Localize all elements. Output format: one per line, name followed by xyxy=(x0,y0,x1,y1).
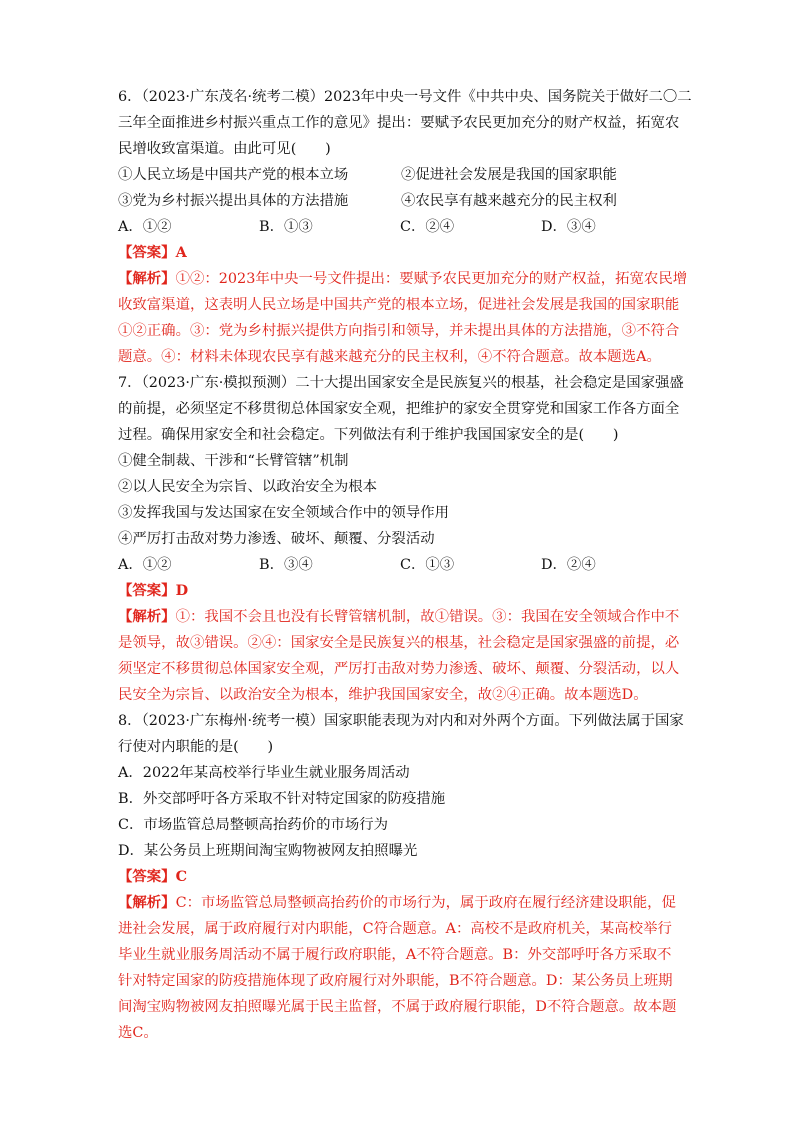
analysis-label: 【解析】 xyxy=(118,608,176,625)
choice-a: A．①② xyxy=(118,557,172,573)
analysis-line: ①②正确。③：党为乡村振兴提供方向指引和领导，并未提出具体的方法措施，③不符合 xyxy=(118,323,680,339)
question-stem-line: 民增收致富渠道。由此可见( ) xyxy=(118,141,331,157)
statement-4: ④农民享有越来越充分的民主权利 xyxy=(401,193,617,209)
choice-b: B．③④ xyxy=(259,557,313,573)
choice-a: A．①② xyxy=(118,219,172,235)
analysis-line: 民安全为宗旨、以政治安全为根本，维护我国国家安全，故②④正确。故本题选D。 xyxy=(118,687,648,703)
analysis-label: 【解析】 xyxy=(118,894,176,911)
choice-c: C．②④ xyxy=(400,219,455,235)
answer-label: 【答案】 xyxy=(118,244,176,261)
answer-line xyxy=(118,864,684,890)
statement-4: ④严厉打击敌对势力渗透、破坏、颠覆、分裂活动 xyxy=(118,531,435,547)
question-stem-line: 过程。确保用家安全和社会稳定。下列做法有利于维护我国国家安全的是( ) xyxy=(118,427,619,443)
question-stem-line: 7．（2023·广东·模拟预测）二十大提出国家安全是民族复兴的根基，社会稳定是国家强盛 xyxy=(118,375,684,391)
question-stem-line: 6．（2023·广东茂名·统考二模）2023年中央一号文件《中共中央、国务院关于做好二〇二 xyxy=(118,89,692,105)
question-stem-line: 8．（2023·广东梅州·统考一模）国家职能表现为对内和对外两个方面。下列做法属于国家 xyxy=(118,713,684,729)
analysis-label: 【解析】 xyxy=(118,270,176,287)
analysis-line: 选C。 xyxy=(118,1025,158,1041)
analysis-line: 是领导，故③错误。②④：国家安全是民族复兴的根基，社会稳定是国家强盛的前提，必 xyxy=(118,635,680,651)
analysis-line xyxy=(118,266,688,292)
choice-a: A．2022年某高校举行毕业生就业服务周活动 xyxy=(118,765,410,781)
statement-1: ①人民立场是中国共产党的根本立场 xyxy=(118,167,349,183)
answer-value: D xyxy=(175,582,189,599)
question-7 xyxy=(118,370,684,708)
question-8 xyxy=(118,708,684,1046)
analysis-text: C：市场监管总局整顿高抬药价的市场行为，属于政府在履行经济建设职能，促 xyxy=(175,895,676,911)
choice-b: B．①③ xyxy=(259,219,313,235)
question-stem-line: 的前提，必须坚定不移贯彻总体国家安全观，把维护的家安全贯穿党和国家工作各方面全 xyxy=(118,401,680,417)
choice-c: C．市场监管总局整顿高抬药价的市场行为 xyxy=(118,817,389,833)
choice-row xyxy=(118,214,684,240)
analysis-text: ①：我国不会且也没有长臂管辖机制，故①错误。③：我国在安全领域合作中不 xyxy=(175,609,680,625)
answer-line xyxy=(118,240,684,266)
analysis-line: 毕业生就业服务周活动不属于履行政府职能，A不符合题意。B：外交部呼吁各方采取不 xyxy=(118,947,672,963)
statement-2: ②促进社会发展是我国的国家职能 xyxy=(401,167,617,183)
analysis-line: 针对特定国家的防疫措施体现了政府履行对外职能，B不符合题意。D：某公务员上班期 xyxy=(118,973,673,989)
choice-d: D．某公务员上班期间淘宝购物被网友拍照曝光 xyxy=(118,843,418,859)
document-page xyxy=(118,84,692,1046)
analysis-line xyxy=(118,890,684,916)
statement-row xyxy=(118,188,684,214)
question-stem-line: 三年全面推进乡村振兴重点工作的意见》提出：要赋予农民更加充分的财产权益，拓宽农 xyxy=(118,115,680,131)
statement-row xyxy=(118,162,684,188)
answer-value: A xyxy=(175,244,187,261)
analysis-text: ①②：2023年中央一号文件提出：要赋予农民更加充分的财产权益，拓宽农民增 xyxy=(175,271,688,287)
answer-value: C xyxy=(175,868,188,885)
statement-3: ③发挥我国与发达国家在安全领域合作中的领导作用 xyxy=(118,505,449,521)
analysis-line: 间淘宝购物被网友拍照曝光属于民主监督，不属于政府履行职能，D不符合题意。故本题 xyxy=(118,999,677,1015)
question-6 xyxy=(118,84,692,370)
answer-label: 【答案】 xyxy=(118,582,176,599)
choice-d: D．②④ xyxy=(541,557,596,573)
answer-line xyxy=(118,578,684,604)
statement-3: ③党为乡村振兴提出具体的方法措施 xyxy=(118,193,349,209)
choice-d: D．③④ xyxy=(541,219,596,235)
analysis-line: 进社会发展，属于政府履行对内职能，C符合题意。A：高校不是政府机关，某高校举行 xyxy=(118,921,672,937)
choice-row xyxy=(118,552,684,578)
analysis-line: 收致富渠道，这表明人民立场是中国共产党的根本立场，促进社会发展是我国的国家职能 xyxy=(118,297,680,313)
statement-2: ②以人民安全为宗旨、以政治安全为根本 xyxy=(118,479,378,495)
choice-c: C．①③ xyxy=(400,557,455,573)
analysis-line: 题意。④：材料未体现农民享有越来越充分的民主权利，④不符合题意。故本题选A。 xyxy=(118,349,661,365)
statement-1: ①健全制裁、干涉和“长臂管辖”机制 xyxy=(118,453,349,469)
choice-b: B．外交部呼吁各方采取不针对特定国家的防疫措施 xyxy=(118,791,446,807)
question-stem-line: 行使对内职能的是( ) xyxy=(118,739,274,755)
analysis-line: 须坚定不移贯彻总体国家安全观，严厉打击敌对势力渗透、破坏、颠覆、分裂活动，以人 xyxy=(118,661,680,677)
analysis-line xyxy=(118,604,684,630)
answer-label: 【答案】 xyxy=(118,868,176,885)
